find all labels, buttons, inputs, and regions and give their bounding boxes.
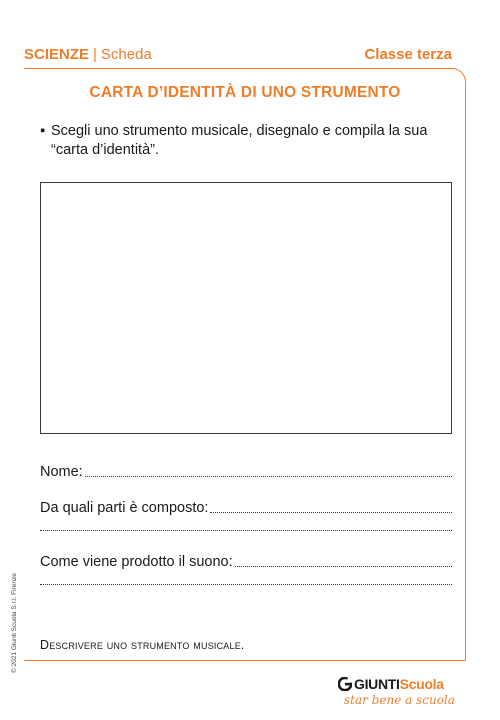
publisher-logo: [338, 676, 458, 716]
parts-answer-line-2[interactable]: [40, 530, 452, 531]
frame-bottom-line: [24, 660, 466, 661]
logo-word-giunti: GIUNTI: [354, 676, 400, 692]
worksheet-title: CARTA D’IDENTITÀ DI UNO STRUMENTO: [89, 84, 401, 101]
sound-answer-line-2[interactable]: [40, 584, 452, 585]
copyright-text: © 2021 Giunti Scuola S.r.l. Firenze: [11, 573, 18, 673]
page-header: [24, 44, 452, 64]
parts-answer-line[interactable]: [210, 500, 452, 513]
instruction: [40, 122, 440, 160]
grade-label: Classe terza: [364, 45, 452, 63]
parts-field-label: Da quali parti è composto:: [40, 500, 209, 516]
subject-label: SCIENZE: [24, 45, 90, 63]
parts-field[interactable]: [40, 500, 452, 516]
copyright-notice: [1, 545, 18, 675]
logo-word-scuola: Scuola: [399, 676, 444, 692]
sound-answer-line[interactable]: [235, 554, 452, 567]
bullet-icon: ▪: [40, 123, 46, 139]
sound-field-label: Come viene prodotto il suono:: [40, 554, 233, 570]
giunti-g-logo-icon: [338, 677, 352, 691]
sheet-kind-label: Scheda: [100, 45, 152, 63]
header-separator: |: [93, 45, 97, 63]
logo-brand: [338, 676, 444, 692]
name-field[interactable]: [40, 464, 452, 480]
drawing-area[interactable]: [40, 182, 452, 434]
footnote: Descrivere uno strumento musicale.: [40, 638, 245, 652]
instruction-text: Scegli uno strumento musicale, disegnalo e compila la sua “carta d’identità”.: [51, 123, 428, 158]
subject-heading: [24, 46, 152, 63]
logo-tagline: star bene a scuola: [344, 693, 455, 707]
sound-field[interactable]: [40, 554, 452, 570]
name-answer-line[interactable]: [85, 464, 452, 477]
name-field-label: Nome:: [40, 464, 83, 480]
